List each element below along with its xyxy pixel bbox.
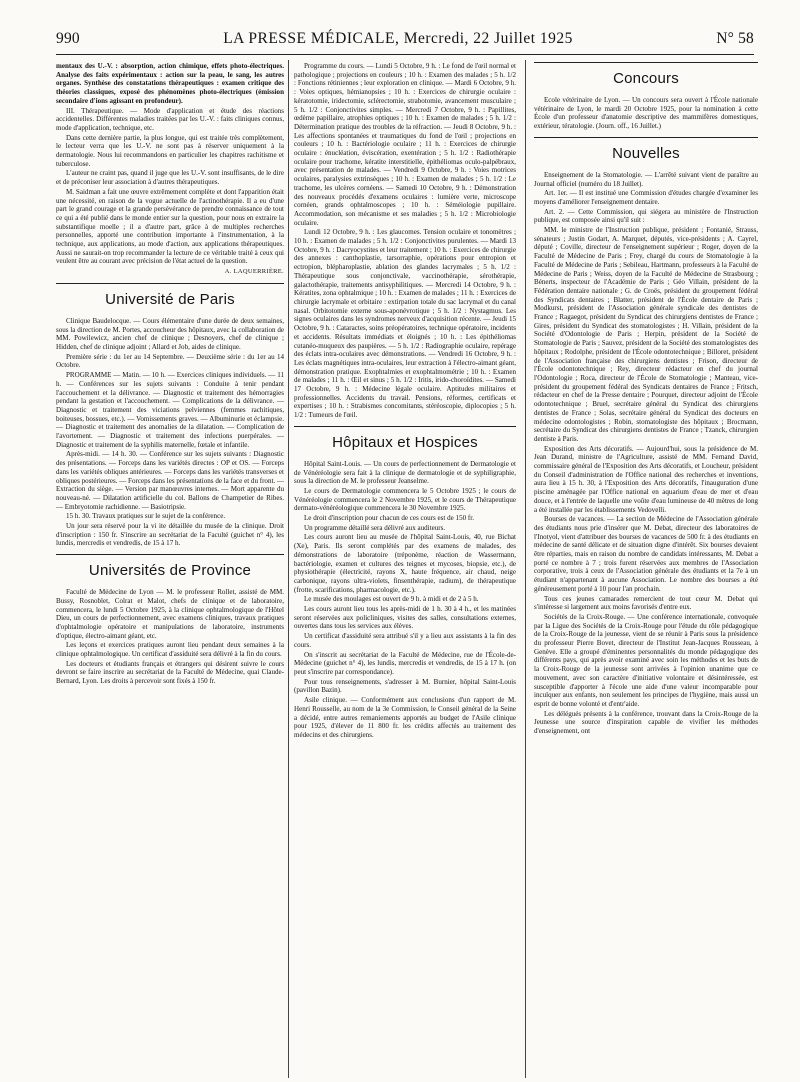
paragraph: Exposition des Arts décoratifs. — Aujourd'hui, sous la présidence de M. Jean Durand, ministre de l'Agriculture, assisté de MM. Fernand David, commissaire général de l'Exposition des Arts décoratifs, et Loucheur, président du Conseil d'administration de l'Office national des recherches et inventions, aura lieu à 15 h. 30, à l'Exposition des Arts décoratifs, l'inauguration d'une piscine aménagée par l'Office national en aquarium d'eau de mer et d'eau douce, et à l'entrée de laquelle une voûte d'eau lumineuse de 40 mètres de long a été installée par les établissements Vedovelli. [534,444,758,514]
paragraph: mentaux des U.-V. : absorption, action chimique, effets photo-électriques. Analyse des faits expérimentaux : action sur la peau, le sang, les autres organes. Synthèse des constatations thérapeutiques : examen critique des théories classiques, exposé des phénomènes photo-électriques (émission secondaire d'ions agissant en profondeur). [56,62,284,105]
journal-title: LA PRESSE MÉDICALE, Mercredi, 22 Juillet 1925 [223,30,573,47]
section-heading: Université de Paris [56,283,284,309]
paragraph: Après-midi. — 14 h. 30. — Conférence sur les sujets suivants : Diagnostic des présentations. — Forceps dans les variétés directes : OP et OS. — Forceps dans les variétés obliques antérieures. — Forceps dans les variétés transverses et obliques postérieures. — Forceps dans les présentations de la face et du front. — Extraction du siège. — Version par manœuvres internes. — Mort apparente du nouveau-né. — Dilatation artificielle du col. Ballons de Champetier de Ribes. — Embryotomie rachidienne. — Basiotripsie. [56,450,284,511]
section-heading: Nouvelles [534,137,758,163]
page-header [56,30,754,50]
paragraph: PROGRAMME — Matin. — 10 h. — Exercices cliniques individuels. — 11 h. — Conférences sur les sujets suivants : Conduite à tenir pendant l'accouchement et la délivrance. — Diagnostic et traitement des hémorragies pendant la gestation et l'accouchement. — Complications de la délivrance. — Diagnostic et traitement des viciations pelviennes (femmes rachitiques, boiteuses, bossues, etc.). — Vomissements graves. — Albuminurie et éclampsie. — Diagnostic et traitement des anomalies de la dilatation. — Complication de l'avortement. — Diagnostic et traitement des infections puerpérales. — Diagnostic et traitement de la syphilis maternelle, fœtale et infantile. [56,371,284,449]
column-divider [525,60,526,1078]
paragraph: Pour tous renseignements, s'adresser à M. Burnier, hôpital Saint-Louis (pavillon Bazin). [294,677,516,695]
issue-number: N° 58 [716,30,754,47]
section-heading: Universités de Province [56,554,284,580]
paragraph: Un jour sera réservé pour la vi ite détaillée du musée de la clinique. Droit d'inscription : 150 fr. S'inscrire au secrétariat de la Faculté (guichet n° 4), les lundis, mercredis et vendredis, de 15 à 17 h. [56,522,284,548]
paragraph: Art. 1er. — Il est institué une Commission d'études chargée d'examiner les moyens d'améliorer l'enseignement dentaire. [534,189,758,206]
paragraph: Faculté de Médecine de Lyon — M. le professeur Rollet, assisté de MM. Bussy, Rosnoblet, Colrat et Malot, chefs de clinique et de laboratoire, commencera, le lundi 5 Octobre 1925, à la clinique ophtalmologique de l'Hôtel Dieu, un cours de perfectionnement, avec examens cliniques, travaux pratiques d'ophtalmologie opératoire et manipulations de laboratoire, instruments d'optique, électro-aimant géant, etc. [56,588,284,640]
section-heading: Hôpitaux et Hospices [294,426,516,452]
page-number: 990 [56,30,80,47]
paragraph: Un certificat d'assiduité sera attribué s'il y a lieu aux assistants à la fin des cours. [294,632,516,649]
header-rule [56,54,754,55]
column-1 [56,62,284,1074]
paragraph: Enseignement de la Stomatologie. — L'arrêté suivant vient de paraître au Journal officiel (numéro du 18 Juillet). [534,170,758,188]
paragraph: Art. 2. — Cette Commission, qui siégera au ministère de l'Instruction publique, est composée ainsi qu'il suit : [534,207,758,225]
column-divider [288,60,289,1078]
paragraph: Les leçons et exercices pratiques auront lieu pendant deux semaines à la clinique ophtalmologique. Un certificat d'assiduité sera délivré à la fin du cours. [56,641,284,659]
paragraph: Dans cette dernière partie, la plus longue, qui est traitée très complètement, le lecteur verra que les U.-V. ne sont pas à réserver uniquement à la dermatologie. Nous lui recommandons en particulier les chapitres rachitisme et tuberculose. [56,133,284,168]
paragraph: On s'inscrit au secrétariat de la Faculté de Médecine, rue de l'École-de-Médecine (guichet n° 4), les lundis, mercredis et vendredis, de 15 à 17 h. (on peut s'inscrire par correspondance). [294,650,516,676]
paragraph: Bourses de vacances. — La section de Médecine de l'Association générale des étudiants nous prie d'insérer que M. Debat, directeur des laboratoires de l'Inotyol, vient d'attribuer des bourses de vacances de 500 fr. à des étudiants en médecine de santé délicate et de situation digne d'intérêt. Six bourses devaient être réparties, mais en raison du nombre de candidats intéressants, M. Debat a porté ce nombre à 7 ; trois furent réservées aux membres de l'Association corporative, trois à ceux de l'Association générale des étudiants et la 7e à un étudiant n'appartenant à aucune Association. Le nombre des bourses a été généreusement porté à 10 pour l'an prochain. [534,515,758,593]
paragraph: III. Thérapeutique. — Mode d'application et étude des réactions accidentelles. Différentes maladies traitées par les U.-V. : faits cliniques connus, mode d'application, technique, etc. [56,106,284,132]
paragraph: Le droit d'inscription pour chacun de ces cours est de 150 fr. [304,514,474,523]
column-2 [294,62,516,1074]
paragraph: L'auteur ne craint pas, quand il juge que les U.-V. sont insuffisants, de le dire et de préconiser leur association à d'autres thérapeutiques. [56,169,284,187]
paragraph: Hôpital Saint-Louis. — Un cours de perfectionnement de Dermatologie et de Vénéréologie sera fait à la clinique de dermatologie et de syphiligraphie, sous la direction de M. le professeur Jeanselme. [294,459,516,486]
author-signature: A. LAQUERRIÈRE. [224,268,284,276]
paragraph: M. Saidman a fait une œuvre extrêmement complète et dont l'apparition était une nécessité, en raison de la vogue actuelle de l'actinothérapie. Il a eu d'une part le grand courage et la grande persévérance de prendre connaissance de tout ce qui a été publié dans le monde entier sur la question, pour nous en extraire la substantifique moelle ; il a d'autre part, grâce à de multiples recherches personnelles, apporté une contribution importante à l'instrumentation, à la technique, aux applications, au mode d'action, aux applications thérapeutiques. Aussi ne saurait-on trop recommander la lecture de ce véritable traité à ceux qui veulent être au courant avec précision de l'état actuel de la question. [56,187,284,266]
paragraph: Les docteurs et étudiants français et étrangers qui désirent suivre le cours devront se faire inscrire au secrétariat de la Faculté de Médecine, quai Claude-Bernard, Lyon. Les droits à percevoir sont fixés à 150 fr. [56,659,284,686]
paragraph: Le musée des moulages est ouvert de 9 h. à midi et de 2 à 5 h. [304,595,479,604]
paragraph: Les cours auront lieu au musée de l'hôpital Saint-Louis, 40, rue Bichat (Xe), Paris. Ils seront complétés par des examens de malades, des démonstrations de laboratoire (tréponème, réaction de Wassermann, bactériologie, examen et cultures des teignes et mycoses, biopsie, etc.), de physiothérapie (électricité, rayons X, haute fréquence, air chaud, neige carbonique, rayons ultra-violets, finsenthérapie, radium), de thérapeutique (frotte, scarifications, pharmacologie, etc.). [294,533,516,594]
paragraph: Un programme détaillé sera délivré aux auditeurs. [304,523,446,532]
paragraph: Les cours auront lieu tous les après-midi de 1 h. 30 à 4 h., et les matinées seront réservées aux policliniques, visites des salles, consultations externes, ouvertes dans tous les services aux élèves. [294,605,516,631]
column-3 [534,62,758,1074]
paragraph: Le cours de Dermatologie commencera le 5 Octobre 1925 ; le cours de Vénéréologie commencera le 2 Novembre 1925, et le cours de Thérapeutique dermato-vénéréologique commencera le 30 Novembre 1925. [294,486,516,513]
paragraph: Programme du cours. — Lundi 5 Octobre, 9 h. : Le fond de l'œil normal et pathologique ; projections en couleurs ; 10 h. : Examen des malades ; 5 h. 1/2 : Fonctions rétiniennes ; leur exploration en clinique. — Mardi 6 Octobre, 9 h. : Voies optiques, hémianopsies ; 10 h. : Exercices de chirurgie oculaire : kératotomie, iridectomie, sclérectomie, strabotomie, avancement musculaire ; 5 h. 1/2 : Conjonctivites simples. — Mercredi 7 Octobre, 9 h. : Papillites, œdème papillaire, atrophies optiques ; 10 h. : Examen de malades ; 5 h. 1/2 : Détermination pratique des troubles de la réfraction. — Jeudi 8 Octobre, 9 h. : Les affections spontanées et traumatiques du fond de l'œil ; projections en couleurs ; 10 h. : Bactériologie oculaire ; 11 h. : Exercices de chirurgie oculaire : énucléation, éviscération, exentération ; 5 h. 1/2 : Radiothérapie oculaire pour trachome, kératite interstitielle, épithéliomas oculo-palpébraux, avec présentation de malades. — Vendredi 9 Octobre, 9 h. : Voies motrices oculaires, paralysies extrinsèques ; 10 h. : Examen de malades ; 5 h. 1/2 : Le trachome, les ulcères cornéens. — Samedi 10 Octobre, 9 h. : Démonstration des nouveaux procédés d'examens oculaires : lumière verte, microscope cornéen, grands ophtalmoscopes ; 10 h. : Séméiologie pupillaire. Accommodation, son mécanisme et ses maladies ; 5 h. 1/2 : Microbiologie oculaire. [294,62,516,227]
paragraph: Première série : du 1er au 14 Septembre. — Deuxième série : du 1er au 14 Octobre. [56,352,284,370]
paragraph: Ecole vétérinaire de Lyon. — Un concours sera ouvert à l'École nationale vétérinaire de Lyon, le mardi 20 Octobre 1925, pour la nomination à cette École d'un professeur d'anatomie descriptive des mammifères domestiques, extérieur, tératologie. (Journ. off., 16 Juillet.) [534,96,758,131]
paragraph: Asile clinique. — Conformément aux conclusions d'un rapport de M. Henri Rousselle, au nom de la 3e Commission, le Conseil général de la Seine a décidé, entre autres remaniements apportés au budget de l'Asile clinique pour 1925, d'élever de 11 800 fr. les crédits affectés au traitement des médecins et des chirurgiens. [294,696,516,739]
paragraph: Clinique Baudelocque. — Cours élémentaire d'une durée de deux semaines, sous la direction de M. Portes, accoucheur des hôpitaux, avec la collaboration de MM. Powilewicz, ancien chef de clinique ; Desnoyers, chef de clinique ; Hidden, chef de clinique adjoint ; Allard et Job, aides de clinique. [56,316,284,351]
paragraph: Lundi 12 Octobre, 9 h. : Les glaucomes. Tension oculaire et tonomètres ; 10 h. : Examen de malades ; 5 h. 1/2 : Conjonctivites purulentes. — Mardi 13 Octobre, 9 h. : Dacryocystites et leur traitement ; 10 h. : Exercices de chirurgie des annexes : canthoplastie, tarsorraphie, opérations pour entropion et ectropion, blépharoplastie, ablation des glandes lacrymales ; 5 h. 1/2 : Thérapeutique sous conjonctivale, vaccinothérapie, sérothérapie, galactothérapie, traitements antisyphilitiques. — Mercredi 14 Octobre, 9 h. : Kératites, zona ophtalmique ; 10 h. : Examen de malades ; 11 h. : Exercices de chirurgie lacrymale et orbitaire : extirpation totale du sac lacrymal et du canal nasal. Orbitotomie externe sous-aponévrotique ; 5 h. 1/2 : Nystagmus. Les signes oculaires dans les syndromes nerveux d'acquisition récente. — Jeudi 15 Octobre, 9 h. : Cataractes, soins préopératoires, technique opératoire, incidents et accidents. Résultats immédiats et éloignés ; 10 h. : Les épithéliomas cutanéo-muqueux des paupières. — 5 h. 1/2 : Radiographie oculaire, repérage des éclats intra-oculaires avec démonstrations. — Vendredi 16 Octobre, 9 h. : Les éclats magnétiques intra-oculaires, leur extraction à l'électro-aimant géant, démonstration pratique. Exophtalmies et exophtalmométrie ; 10 h. : Examen de malades ; 11 h. : Œil et sinus ; 5 h. 1/2 : Iritis, irido-choroïdites. — Samedi 17 Octobre, 9 h. : Médecine légale oculaire. Aptitudes militaires et professionnelles. Accidents du travail. Pensions, réformes, certificats et expertises ; 10 h. : Strabismes concomitants, stéréoscopie, diplocopies ; 5 h. 1/2 : Tumeurs de l'œil. [294,228,516,420]
section-heading: Concours [534,62,758,88]
paragraph: Sociétés de la Croix-Rouge. — Une conférence internationale, convoquée par la Ligue des Sociétés de la Croix-Rouge pour l'étude du rôle pédagogique de la Croix-Rouge de la jeunesse, vient de se réunir à Paris sous la présidence du professeur Pierre Bovet, directeur de l'Institut Jean-Jacques Rousseau, à Genève. Elle a groupé d'éminentes personnalités du monde pédagogique des différents pays, qui après avoir examiné avec soin les méthodes et les buts de la Croix-Rouge de la jeunesse sont arrivées à l'opinion unanime que ce mouvement, avec son caractère d'initiative volontaire et désintéressée, est susceptible d'apporter à l'école une aide d'une valeur incomparable pour inculquer aux enfants, non seulement les principes de l'hygiène, mais aussi un esprit de bonne volonté et d'entr'aide. [534,612,758,708]
paragraph: Les délégués présents à la conférence, trouvant dans la Croix-Rouge de la Jeunesse une source d'inspiration capable de vivifier les méthodes d'enseignement, ont [534,709,758,736]
paragraph: 15 h. 30. Travaux pratiques sur le sujet de la conférence. [66,512,226,521]
paragraph: MM. le ministre de l'Instruction publique, président ; Fontanié, Strauss, sénateurs ; Justin Godart, A. Marquet, députés, vice-présidents ; A. Cayrel, député ; Coville, directeur de l'enseignement supérieur ; Roger, doyen de la Faculté de Médecine de Paris ; Frey, chargé du cours de Stomatologie à la Faculté de Médecine de Paris ; Sebileau, Hartmann, professeurs à la Faculté de Médecine de Paris ; Weiss, doyen de la Faculté de Médecine de Strasbourg ; Bénerts, inspecteur de l'Académie de Paris ; Géo Villain, président de la Fédération dentaire nationale ; G. de Croës, président du groupement fédéral des Syndicats dentaires ; Blatter, président de l'École dentaire de Paris ; Modkurst, président de l'Association générale syndicale des dentistes de France ; Ragaegot, président du Syndicat des chirurgiens dentistes de France ; Gires, président du Syndicat des stomatologistes ; H. Villain, président de la Société d'Odontologie de Paris ; Herpin, président de la Société de Stomatologie de Paris ; Sauvez, président de la Société des stomatologistes des hôpitaux ; Rodolphe, président de l'École odontotechnique ; Billoret, président de l'Association française des chirurgiens dentistes ; Frison, directeur de l'École odontotechnique ; Rey, directeur rédacteur en chef du journal l'Odontologie ; Roca, directeur de l'École de Stomatologie ; Manteau, vice-président du groupement fédéral des Syndicats dentaires de France ; Fritsch, rédacteur en chef de la Presse dentaire ; Pourquet, directeur adjoint de l'École odontotechnique ; Bruel, secrétaire général du Syndicat des chirurgiens dentistes de France ; Solas, secrétaire général du Syndicat des docteurs en médecine odontologistes ; Robin, stomatologiste des hôpitaux ; Brocmann, secrétaire du Syndicat des chirurgiens dentistes de France ; Tzanck, chirurgien dentiste à Paris. [534,226,758,443]
paragraph: Tous ces jeunes camarades remercient de tout cœur M. Debat qui s'intéresse si largement aux moins favorisés d'entre eux. [534,594,758,612]
